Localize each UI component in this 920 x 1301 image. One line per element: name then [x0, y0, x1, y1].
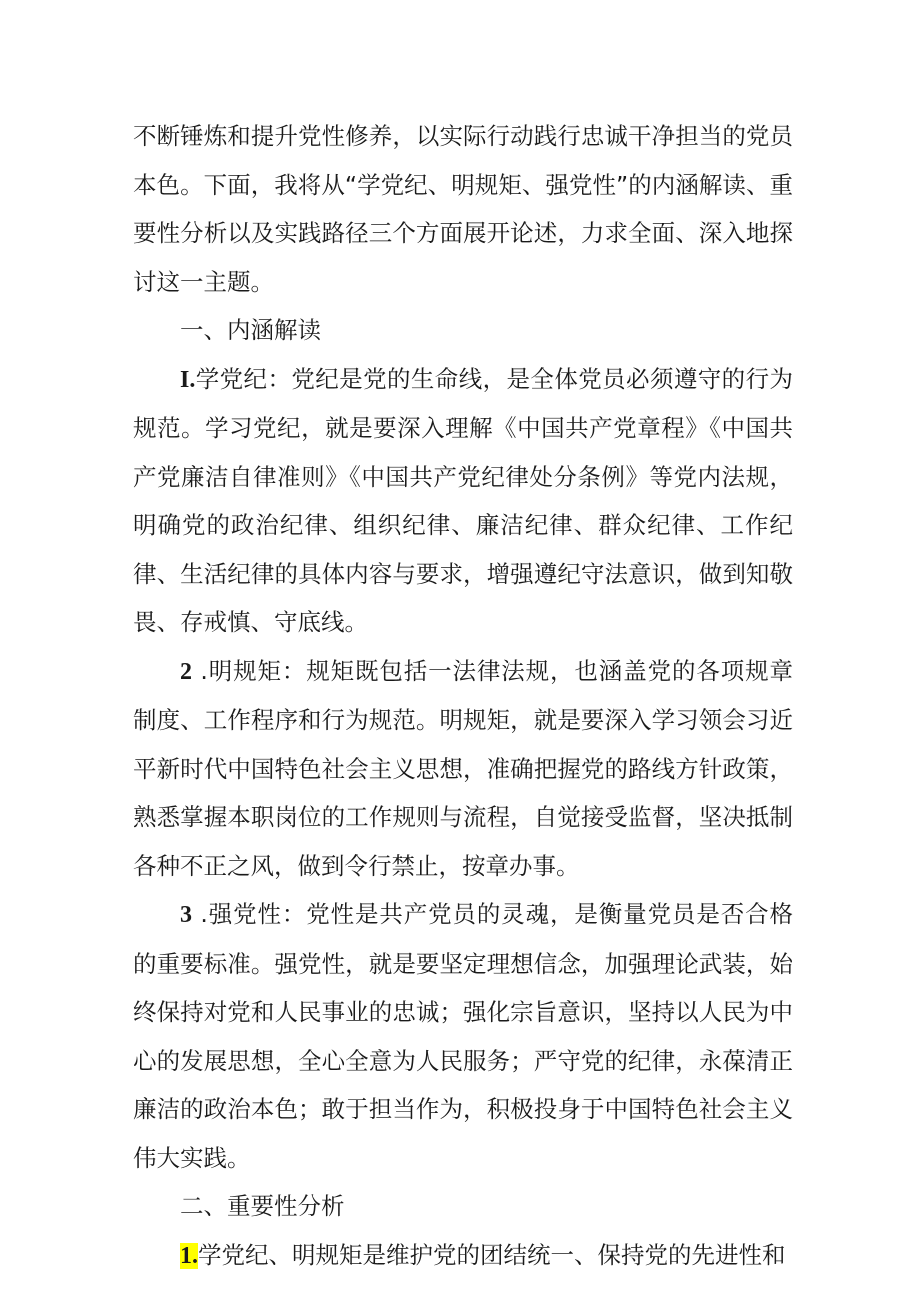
item-1-paragraph: [133, 355, 793, 647]
item-2-paragraph: [133, 647, 793, 891]
item-1-text: 学党纪：党纪是党的生命线，是全体党员必须遵守的行为规范。学习党纪，就是要深入理解《中国共产党章程》《中国共产党廉洁自律准则》《中国共产党纪律处分条例》等党内法规，明确党的政治纪律、组织纪律、廉洁纪律、群众纪律、工作纪律、生活纪律的具体内容与要求，增强遵纪守法意识，做到知敬畏、存戒慎、守底线。: [133, 364, 793, 636]
document-body: [133, 112, 793, 1280]
item-3-number: 3: [180, 902, 192, 928]
item-2-number: 2: [180, 658, 192, 685]
item-1-number: I.: [180, 366, 196, 393]
section-heading-2: 二、重要性分析: [180, 1192, 345, 1220]
item-4-number-highlighted: 1.: [180, 1242, 198, 1269]
item-3-paragraph: [133, 890, 793, 1182]
item-4-paragraph: [133, 1231, 793, 1281]
item-2-text: .明规矩：规矩既包括一法律法规，也涵盖党的各项规章制度、工作程序和行为规范。明规矩，就是要深入学习领会习近平新时代中国特色社会主义思想，准确把握党的路线方针政策，熟悉掌握本职岗位的工作规则与流程，自觉接受监督，坚决抵制各种不正之风，做到令行禁止，按章办事。: [133, 656, 793, 880]
item-3-text: .强党性：党性是共产党员的灵魂，是衡量党员是否合格的重要标准。强党性，就是要坚定理想信念，加强理论武装，始终保持对党和人民事业的忠诚；强化宗旨意识，坚持以人民为中心的发展思想，全心全意为人民服务；严守党的纪律，永葆清正廉洁的政治本色；敢于担当作为，积极投身于中国特色社会主义伟大实践。: [133, 900, 793, 1172]
item-4-text: 学党纪、明规矩是维护党的团结统一、保持党的先进性和: [198, 1240, 786, 1269]
section-heading-1: 一、内涵解读: [180, 316, 321, 344]
intro-paragraph: 不断锤炼和提升党性修养，以实际行动践行忠诚干净担当的党员本色。下面，我将从“学党纪、明规矩、强党性”的内涵解读、重要性分析以及实践路径三个方面展开论述，力求全面、深入地探讨这一主题。: [133, 122, 793, 296]
